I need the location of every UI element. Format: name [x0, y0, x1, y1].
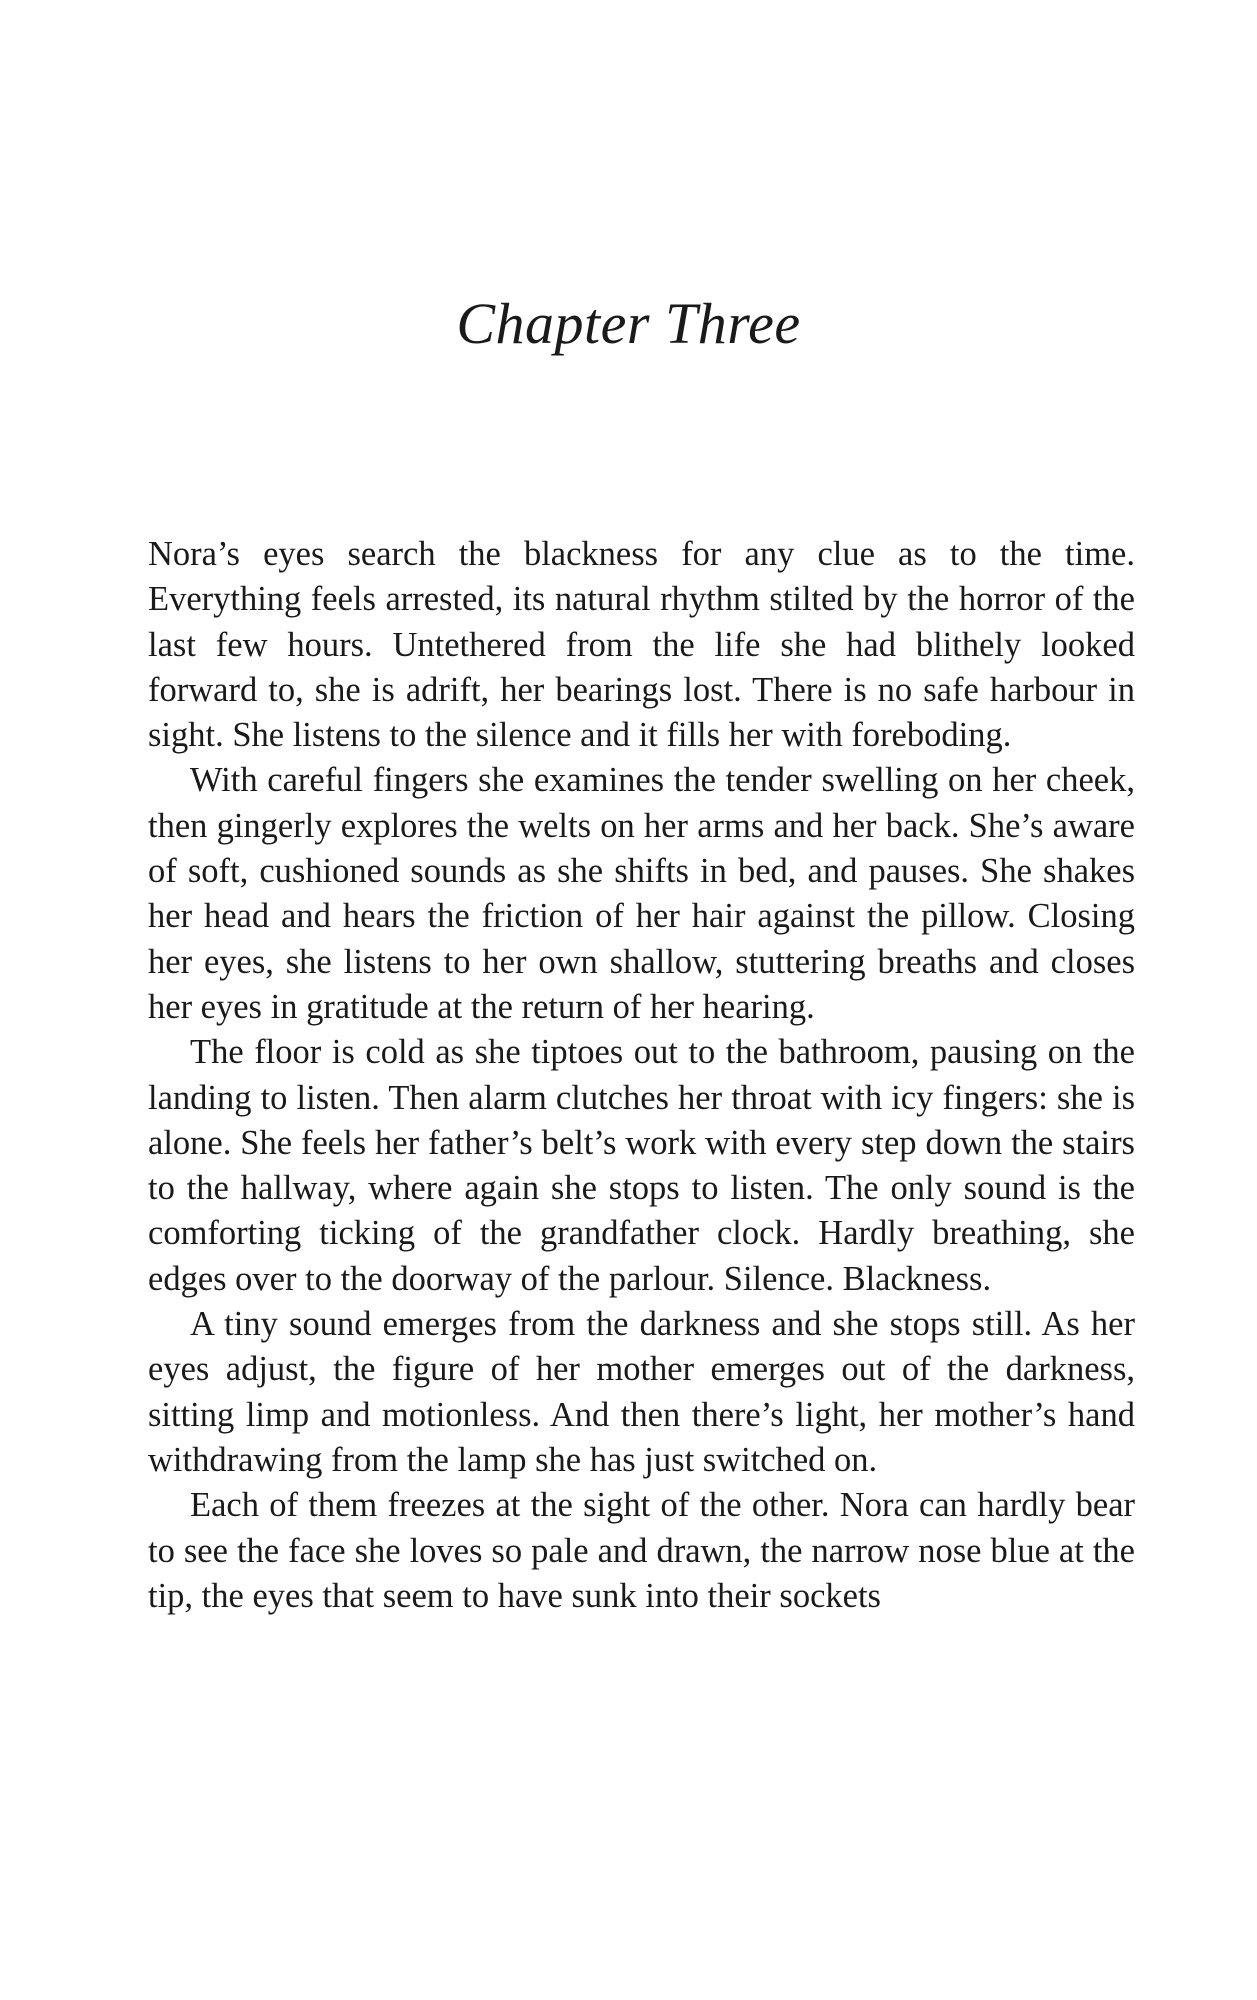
chapter-body [148, 532, 1135, 1619]
paragraph-5: Each of them freezes at the sight of the other. Nora can hardly bear to see the face she loves so pale and drawn, the narrow nose blue at the tip, the eyes that seem to have sunk into their sockets [148, 1486, 1135, 1615]
paragraph-4: A tiny sound emerges from the darkness and she stops still. As her eyes adjust, the figure of her mother emerges out of the darkness, sitting limp and motionless. And then there’s light, her mother’s hand withdrawing from the lamp she has just switched on. [148, 1305, 1135, 1479]
paragraph-2: With careful fingers she examines the tender swelling on her cheek, then gingerly explores the welts on her arms and her back. She’s aware of soft, cushioned sounds as she shifts in bed, and pauses. She shakes her head and hears the friction of her hair against the pillow. Closing her eyes, she listens to her own shallow, stuttering breaths and closes her eyes in gratitude at the return of her hearing. [148, 761, 1135, 1026]
paragraph-1: Nora’s eyes search the blackness for any clue as to the time. Everything feels arrested, its natural rhythm stilted by the horror of the last few hours. Untethered from the life she had blithely looked forward to, she is adrift, her bearings lost. There is no safe harbour in sight. She listens to the silence and it fills her with foreboding. [148, 535, 1135, 755]
chapter-title: Chapter Three [456, 291, 801, 356]
paragraph-3: The floor is cold as she tiptoes out to the bathroom, pausing on the landing to listen. Then alarm clutches her throat with icy fingers: she is alone. She feels her father’s belt’s work with every step down the stairs to the hallway, where again she stops to listen. The only sound is the comforting ticking of the grandfather clock. Hardly breathing, she edges over to the doorway of the parlour. Silence. Blackness. [148, 1033, 1135, 1298]
